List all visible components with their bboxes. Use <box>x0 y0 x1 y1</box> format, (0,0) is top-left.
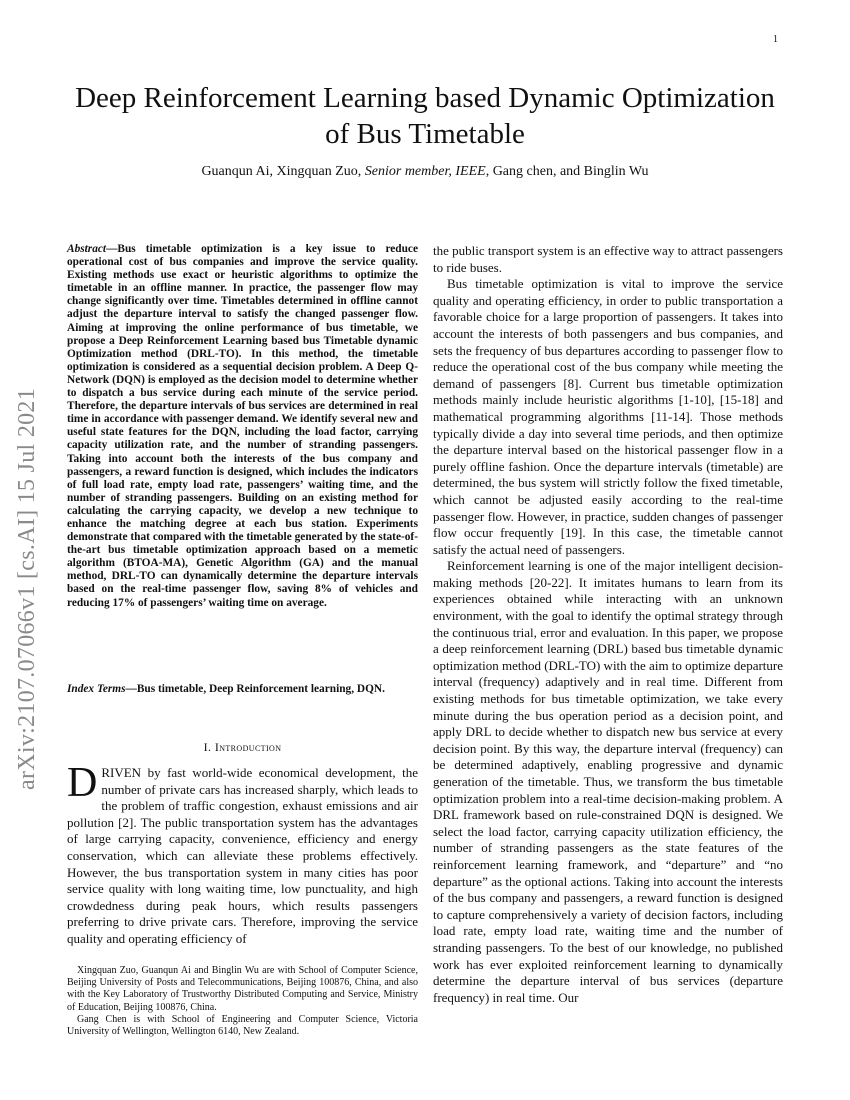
right-column <box>433 243 783 1006</box>
section-heading <box>67 740 418 755</box>
paragraph: Bus timetable optimization is vital to improve the service quality and operating efficiency, in order to public transportation a favorable choice for a large proportion of passengers. It takes into account the interests of both passengers and bus companies, and sets the frequency of bus departures according to passenger flow to reduce the operational cost of the bus company while meeting the demand of passengers [8]. Current bus timetable optimization methods mainly include heuristic algorithms [1-10], [15-18] and mathematical programming algorithms [11-14]. Those methods typically divide a day into several time periods, and then optimize the departure interval based on the historical passenger flow in a purely offline fashion. Once the departure intervals (timetable) are determined, the bus system will strictly follow the fixed timetable, which cannot be adjusted easily according to the real-time passenger flow. However, in practice, sudden changes of passenger flow occur frequently [19]. In this case, the timetable cannot satisfy the actual need of passengers. <box>433 276 783 557</box>
section-title: Introduction <box>214 740 282 754</box>
abstract <box>67 243 418 610</box>
footnote-affiliation-2: Gang Chen is with School of Engineering and Computer Science, Victoria University of Wellington, Wellington 6140, New Zealand. <box>67 1013 418 1038</box>
paper-title: Deep Reinforcement Learning based Dynamic Optimization of Bus Timetable <box>75 82 775 150</box>
footnote-affiliation-1: Xingquan Zuo, Guanqun Ai and Binglin Wu are with School of Computer Science, Beijing University of Posts and Telecommunications, Beijing 100876, China, and also with the Key Laboratory of Trustworthy Distributed Computing and Service, Ministry of Education, Beijing 100876, China. <box>67 965 418 1013</box>
intro-paragraph <box>67 760 418 948</box>
author-names-before: Guanqun Ai, Xingquan Zuo, <box>201 164 365 179</box>
section-number: I. <box>203 740 212 754</box>
page-number: 1 <box>773 34 778 45</box>
author-names-after: , Gang chen, and Binglin Wu <box>485 164 649 179</box>
author-list <box>60 164 790 180</box>
abstract-text: —Bus timetable optimization is a key issue to reduce operational cost of bus companies and improve the service quality. Existing methods use exact or heuristic algorithms to optimize the timetable in an offline manner. In practice, the passenger flow may change significantly over time. Timetables determined in offline cannot adjust the departure interval to satisfy the changed passenger flow. Aiming at improving the online performance of bus timetable, we propose a Deep Reinforcement Learning based bus Timetable dynamic Optimization method (DRL-TO). In this method, the timetable optimization is considered as a sequential decision problem. A Deep Q-Network (DQN) is employed as the decision model to determine whether to dispatch a bus service during each minute of the service period. Therefore, the departure intervals of bus services are determined in real time in accordance with passenger demand. We identify several new and useful state features for the DQN, including the load factor, carrying capacity utilization rate, and the number of stranding passengers. Taking into account both the interests of the bus company and passengers, a reward function is designed, which includes the indicators of full load rate, empty load rate, passengers’ waiting time, and the number of stranding passengers. Building on an existing method for calculating the carrying capacity, we develop a new technique to enhance the matching degree at each bus station. Experiments demonstrate that compared with the timetable generated by the state-of-the-art bus timetable optimization approach based on a memetic algorithm (BTOA-MA), Genetic Algorithm (GA) and the manual method, DRL-TO can dynamically determine the departure intervals based on the real-time passenger flow, saving 8% of vehicles and reducing 17% of passengers’ waiting time on average. <box>67 243 418 609</box>
arxiv-stamp: arXiv:2107.07066v1 [cs.AI] 15 Jul 2021 <box>14 387 40 790</box>
intro-text: RIVEN by fast world-wide economical development, the number of private cars has increased sharply, which leads to the problem of traffic congestion, exhaust emissions and air pollution [2]. The public transportation system has the advantages of large carrying capacity, convenience, efficiency and energy conservation, which can alleviate these problems effectively. However, the bus transportation system in many cities has poor service quality with long waiting time, low punctuality, and high crowdedness during peak hours, which results passengers preferring to drive private cars. Therefore, improving the service quality and operating efficiency of <box>67 765 418 946</box>
author-role: Senior member, IEEE <box>364 164 486 179</box>
index-terms-text: —Bus timetable, Deep Reinforcement learning, DQN. <box>125 683 385 695</box>
abstract-label: Abstract <box>67 243 107 255</box>
index-terms-label: Index Terms <box>67 683 126 695</box>
paragraph: Reinforcement learning is one of the major intelligent decision-making methods [20-22]. It imitates humans to learn from its experiences obtained while interacting with an unknown environment, with the goal to identify the optimal strategy through the continuous trial, error and evaluation. In this paper, we propose a deep reinforcement learning (DRL) based bus timetable dynamic optimization method (DRL-TO) with the aim to optimize departure interval (frequency) adaptively and in real time. Different from existing methods for bus timetable optimization, we take every minute during the bus operation period as a decision point, and apply DRL to decide whether to dispatch new bus service at every decision point. By this way, the departure interval (frequency) can be determined adaptively, enabling progressive and dynamic generation of the timetable. Thus, we transform the bus timetable optimization problem into a real-time decision-making problem. A DRL framework based on rule-constrained DQN is designed. We select the load factor, carrying capacity utilization efficiency, the number of stranding passengers as the state features of the reinforcement learning framework, and “departure” and “no departure” as the optional actions. Taking into account the interests of the bus company and passengers, a reward function is designed to capture comprehensively a variety of decision factors, including load rate, empty load rate, waiting time and the number of stranding passengers. To the best of our knowledge, no published work has ever exploited reinforcement learning to dynamically determine the departure interval of bus services (departure frequency) in real time. Our <box>433 558 783 1005</box>
dropcap: D <box>67 760 98 806</box>
paragraph: the public transport system is an effective way to attract passengers to ride buses. <box>433 243 783 275</box>
footnotes <box>67 965 418 1038</box>
index-terms <box>67 683 418 696</box>
